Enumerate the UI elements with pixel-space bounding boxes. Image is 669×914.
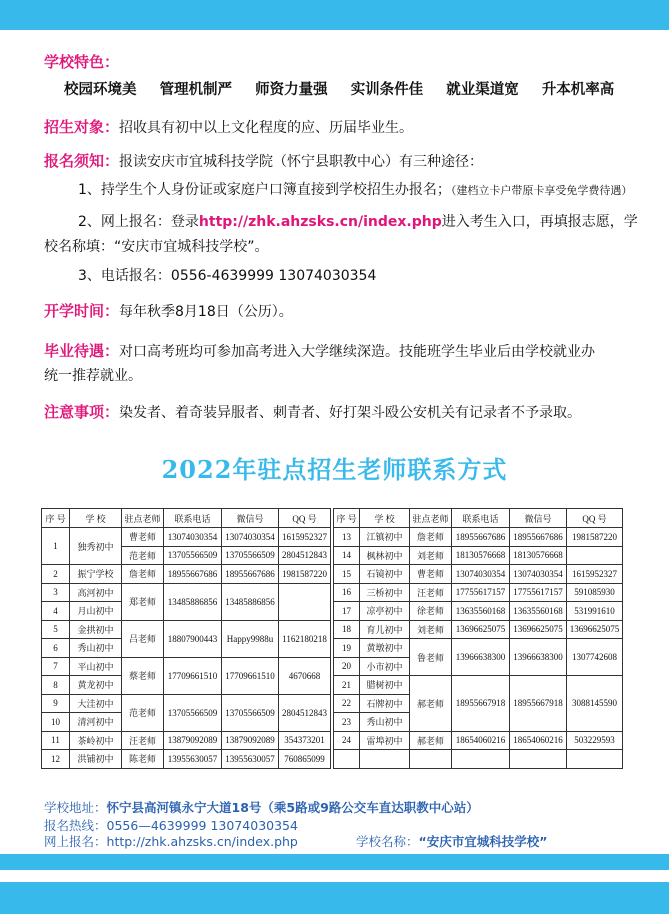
cell-school: 金拱初中 xyxy=(70,620,122,639)
cell-phone: 13635560168 xyxy=(452,602,510,621)
table-row xyxy=(334,620,623,639)
cell-wechat: 13966638300 xyxy=(510,639,567,676)
cell-no: 18 xyxy=(334,620,360,639)
cell-teacher: 郑老师 xyxy=(122,583,164,620)
cell-phone: 13705566509 xyxy=(164,694,222,731)
apply-intro: 报读安庆市宜城科技学院（怀宁县职教中心）有三种途径： xyxy=(119,154,484,170)
cell-qq: 591085930 xyxy=(567,583,623,602)
cell-no: 15 xyxy=(334,565,360,584)
cell-teacher: 刘老师 xyxy=(410,546,452,565)
cell-teacher: 刘老师 xyxy=(410,620,452,639)
cell-phone: 18654060216 xyxy=(452,731,510,750)
cell-school: 雷埠初中 xyxy=(360,731,410,750)
cell-no: 12 xyxy=(42,750,70,769)
cell-teacher: 詹老师 xyxy=(122,565,164,584)
col-header: 联系电话 xyxy=(452,509,510,528)
cell-qq: 760865099 xyxy=(279,750,331,769)
feature-item: 校园环境美 xyxy=(64,82,137,98)
table-row xyxy=(334,602,623,621)
notice-section xyxy=(44,402,581,423)
cell-teacher: 郝老师 xyxy=(410,731,452,750)
cell-no: 19 xyxy=(334,639,360,658)
cell-wechat: 13705566509 xyxy=(222,546,279,565)
table-row xyxy=(42,657,331,676)
features-heading: 学校特色： xyxy=(44,53,120,71)
col-header: QQ 号 xyxy=(567,509,623,528)
cell-teacher: 汪老师 xyxy=(410,583,452,602)
cell-school: 平山初中 xyxy=(70,657,122,676)
cell-school: 独秀初中 xyxy=(70,528,122,565)
cell-wechat: 13705566509 xyxy=(222,694,279,731)
cell-wechat: Happy9988u xyxy=(222,620,279,657)
footer-online-link[interactable]: http://zhk.ahzsks.cn/index.php xyxy=(106,834,298,849)
recruit-text: 招收具有初中以上文化程度的应、历届毕业生。 xyxy=(119,120,414,136)
cell-wechat: 13879092089 xyxy=(222,731,279,750)
cell-phone: 13879092089 xyxy=(164,731,222,750)
cell-school: 黄墩初中 xyxy=(360,639,410,658)
cell-no: 16 xyxy=(334,583,360,602)
start-text: 每年秋季8月18日（公历）。 xyxy=(119,304,293,320)
cell-teacher: 徐老师 xyxy=(410,602,452,621)
recruit-section xyxy=(44,117,413,138)
cell-qq xyxy=(279,583,331,620)
cell-phone: 17709661510 xyxy=(164,657,222,694)
table-row xyxy=(334,639,623,658)
way2-pre: 2、网上报名：登录 xyxy=(78,214,199,230)
cell-teacher: 蔡老师 xyxy=(122,657,164,694)
cell-no: 7 xyxy=(42,657,70,676)
table-row xyxy=(334,750,623,769)
cell-teacher: 范老师 xyxy=(122,694,164,731)
cell-teacher: 鲁老师 xyxy=(410,639,452,676)
table-row xyxy=(334,676,623,695)
cell-qq: 2804512843 xyxy=(279,694,331,731)
bottom-stripe xyxy=(0,854,669,870)
apply-url-link[interactable]: http://zhk.ahzsks.cn/index.php xyxy=(198,214,442,230)
cell-phone: 18807900443 xyxy=(164,620,222,657)
cell-qq: 1615952327 xyxy=(279,528,331,547)
cell-qq: 4670668 xyxy=(279,657,331,694)
footer-address-label: 学校地址： xyxy=(44,800,107,815)
start-heading: 开学时间： xyxy=(44,302,120,320)
col-header: 联系电话 xyxy=(164,509,222,528)
apply-way2 xyxy=(78,212,638,232)
feature-item: 升本机率高 xyxy=(541,82,615,98)
cell-phone: 13955630057 xyxy=(164,750,222,769)
cell-phone: 13074030354 xyxy=(452,565,510,584)
apply-heading: 报名须知： xyxy=(44,152,120,170)
cell-phone: 13705566509 xyxy=(164,546,222,565)
cell-no: 20 xyxy=(334,657,360,676)
col-header: 驻点老师 xyxy=(410,509,452,528)
grad-line1: 对口高考班均可参加高考进入大学继续深造。技能班学生毕业后由学校就业办 xyxy=(119,344,596,360)
footer-school-text: “安庆市宜城科技学校” xyxy=(418,834,548,849)
cell-wechat: 18955667918 xyxy=(510,676,567,732)
way1-note: （建档立卡户带原卡享受免学费待遇） xyxy=(450,184,633,197)
col-header: 学 校 xyxy=(360,509,410,528)
way2-post: 进入考生入口，再填报志愿，学 xyxy=(441,214,638,230)
table-row xyxy=(334,546,623,565)
cell-no: 21 xyxy=(334,676,360,695)
cell-qq: 1981587220 xyxy=(567,528,623,547)
table-row xyxy=(42,694,331,713)
feature-item: 管理机制严 xyxy=(159,82,233,98)
cell-no: 13 xyxy=(334,528,360,547)
cell-no: 9 xyxy=(42,694,70,713)
col-header: 微信号 xyxy=(222,509,279,528)
cell-teacher: 范老师 xyxy=(122,546,164,565)
cell-qq: 2804512843 xyxy=(279,546,331,565)
grad-heading: 毕业待遇： xyxy=(44,342,120,360)
recruit-heading: 招生对象： xyxy=(44,118,120,136)
cell-school: 黄龙初中 xyxy=(70,676,122,695)
cell-qq xyxy=(567,546,623,565)
cell-no: 24 xyxy=(334,731,360,750)
footer-address-text: 怀宁县高河镇永宁大道18号（乘5路或9路公交车直达职教中心站） xyxy=(106,800,479,815)
apply-way3: 3、电话报名：0556-4639999 13074030354 xyxy=(78,268,377,284)
start-section xyxy=(44,301,293,322)
table-row xyxy=(334,565,623,584)
col-header: 微信号 xyxy=(510,509,567,528)
cell-phone: 18955667686 xyxy=(452,528,510,547)
cell-school: 大洼初中 xyxy=(70,694,122,713)
cell-school: 月山初中 xyxy=(70,602,122,621)
cell-no: 3 xyxy=(42,583,70,602)
col-header: 序 号 xyxy=(42,509,70,528)
cell-teacher: 曹老师 xyxy=(410,565,452,584)
cell-school: 茶岭初中 xyxy=(70,731,122,750)
cell-wechat: 13074030354 xyxy=(222,528,279,547)
cell-school: 秀山初中 xyxy=(70,639,122,658)
footer-address xyxy=(44,800,479,816)
table-row xyxy=(334,731,623,750)
cell-qq: 1162180218 xyxy=(279,620,331,657)
cell-phone: 13485886856 xyxy=(164,583,222,620)
table-row xyxy=(42,731,331,750)
cell-phone: 13696625075 xyxy=(452,620,510,639)
cell-school: 高河初中 xyxy=(70,583,122,602)
cell-no: 2 xyxy=(42,565,70,584)
footer-school xyxy=(356,834,547,850)
footer-phone-text: 0556—4639999 13074030354 xyxy=(106,818,298,833)
cell-school: 三桥初中 xyxy=(360,583,410,602)
table-title: 2022年驻点招生老师联系方式 xyxy=(161,455,508,484)
cell-wechat: 18654060216 xyxy=(510,731,567,750)
cell-school: 腊树初中 xyxy=(360,676,410,695)
cell-phone: 18955667918 xyxy=(452,676,510,732)
footer-phone-label: 报名热线： xyxy=(44,818,107,833)
cell-qq: 13696625075 xyxy=(567,620,623,639)
cell-school: 小市初中 xyxy=(360,657,410,676)
cell-wechat: 13485886856 xyxy=(222,583,279,620)
cell-no: 8 xyxy=(42,676,70,695)
cell-phone: 13074030354 xyxy=(164,528,222,547)
cell-qq: 1615952327 xyxy=(567,565,623,584)
features-list xyxy=(64,78,628,99)
cell-teacher: 汪老师 xyxy=(122,731,164,750)
table-row xyxy=(42,565,331,584)
table-row xyxy=(334,528,623,547)
table-row xyxy=(42,528,331,547)
cell-qq: 1307742608 xyxy=(567,639,623,676)
cell-school: 振宁学校 xyxy=(70,565,122,584)
col-header: 驻点老师 xyxy=(122,509,164,528)
apply-way1 xyxy=(78,180,632,201)
cell-wechat: 13074030354 xyxy=(510,565,567,584)
cell-wechat: 13696625075 xyxy=(510,620,567,639)
cell-no: 5 xyxy=(42,620,70,639)
cell-no: 17 xyxy=(334,602,360,621)
cell-school: 凉亭初中 xyxy=(360,602,410,621)
cell-qq: 354373201 xyxy=(279,731,331,750)
cell-wechat: 18955667686 xyxy=(510,528,567,547)
cell-teacher: 吕老师 xyxy=(122,620,164,657)
cell-teacher: 陈老师 xyxy=(122,750,164,769)
apply-way2-line2: 校名称填：“安庆市宜城科技学校”。 xyxy=(44,239,269,255)
contact-table-left xyxy=(41,508,331,769)
cell-no: 23 xyxy=(334,713,360,732)
grad-line2: 统一推荐就业。 xyxy=(44,368,142,384)
contact-table-right xyxy=(333,508,623,769)
cell-teacher: 詹老师 xyxy=(410,528,452,547)
cell-qq: 503229593 xyxy=(567,731,623,750)
cell-no: 22 xyxy=(334,694,360,713)
cell-teacher: 曹老师 xyxy=(122,528,164,547)
cell-teacher: 郝老师 xyxy=(410,676,452,732)
cell-wechat: 18130576668 xyxy=(510,546,567,565)
cell-no: 1 xyxy=(42,528,70,565)
cell-wechat: 18955667686 xyxy=(222,565,279,584)
table-row xyxy=(42,620,331,639)
cell-qq: 1981587220 xyxy=(279,565,331,584)
table-row xyxy=(42,750,331,769)
cell-phone: 18955667686 xyxy=(164,565,222,584)
cell-school: 江镇初中 xyxy=(360,528,410,547)
cell-no: 10 xyxy=(42,713,70,732)
cell-wechat: 17755617157 xyxy=(510,583,567,602)
cell-wechat: 13635560168 xyxy=(510,602,567,621)
top-band xyxy=(0,0,669,30)
footer-online-label: 网上报名： xyxy=(44,834,107,849)
bottom-band xyxy=(0,882,669,914)
grad-section xyxy=(44,341,595,362)
feature-item: 实训条件佳 xyxy=(350,82,424,98)
cell-school: 育儿初中 xyxy=(360,620,410,639)
cell-wechat: 13955630057 xyxy=(222,750,279,769)
footer-phone xyxy=(44,818,298,834)
cell-no: 6 xyxy=(42,639,70,658)
feature-item: 就业渠道宽 xyxy=(446,82,519,98)
cell-qq: 3088145590 xyxy=(567,676,623,732)
table-row xyxy=(334,583,623,602)
cell-wechat: 17709661510 xyxy=(222,657,279,694)
cell-school: 清河初中 xyxy=(70,713,122,732)
cell-phone: 18130576668 xyxy=(452,546,510,565)
cell-phone: 13966638300 xyxy=(452,639,510,676)
col-header: 序 号 xyxy=(334,509,360,528)
cell-phone: 17755617157 xyxy=(452,583,510,602)
table-row xyxy=(42,583,331,602)
col-header: 学 校 xyxy=(70,509,122,528)
cell-no: 14 xyxy=(334,546,360,565)
col-header: QQ 号 xyxy=(279,509,331,528)
footer-school-label: 学校名称： xyxy=(356,834,419,849)
cell-no: 4 xyxy=(42,602,70,621)
cell-school: 秀山初中 xyxy=(360,713,410,732)
notice-text: 染发者、着奇装异服者、刺青者、好打架斗殴公安机关有记录者不予录取。 xyxy=(119,405,582,421)
cell-school: 枫林初中 xyxy=(360,546,410,565)
cell-qq: 531991610 xyxy=(567,602,623,621)
cell-school: 石镜初中 xyxy=(360,565,410,584)
way1-text: 1、持学生个人身份证或家庭户口簿直接到学校招生办报名； xyxy=(78,182,451,198)
apply-section xyxy=(44,151,483,172)
notice-heading: 注意事项： xyxy=(44,403,120,421)
feature-item: 师资力量强 xyxy=(255,82,328,98)
cell-school: 石牌初中 xyxy=(360,694,410,713)
cell-no: 11 xyxy=(42,731,70,750)
cell-school: 洪铺初中 xyxy=(70,750,122,769)
footer-online xyxy=(44,834,624,850)
